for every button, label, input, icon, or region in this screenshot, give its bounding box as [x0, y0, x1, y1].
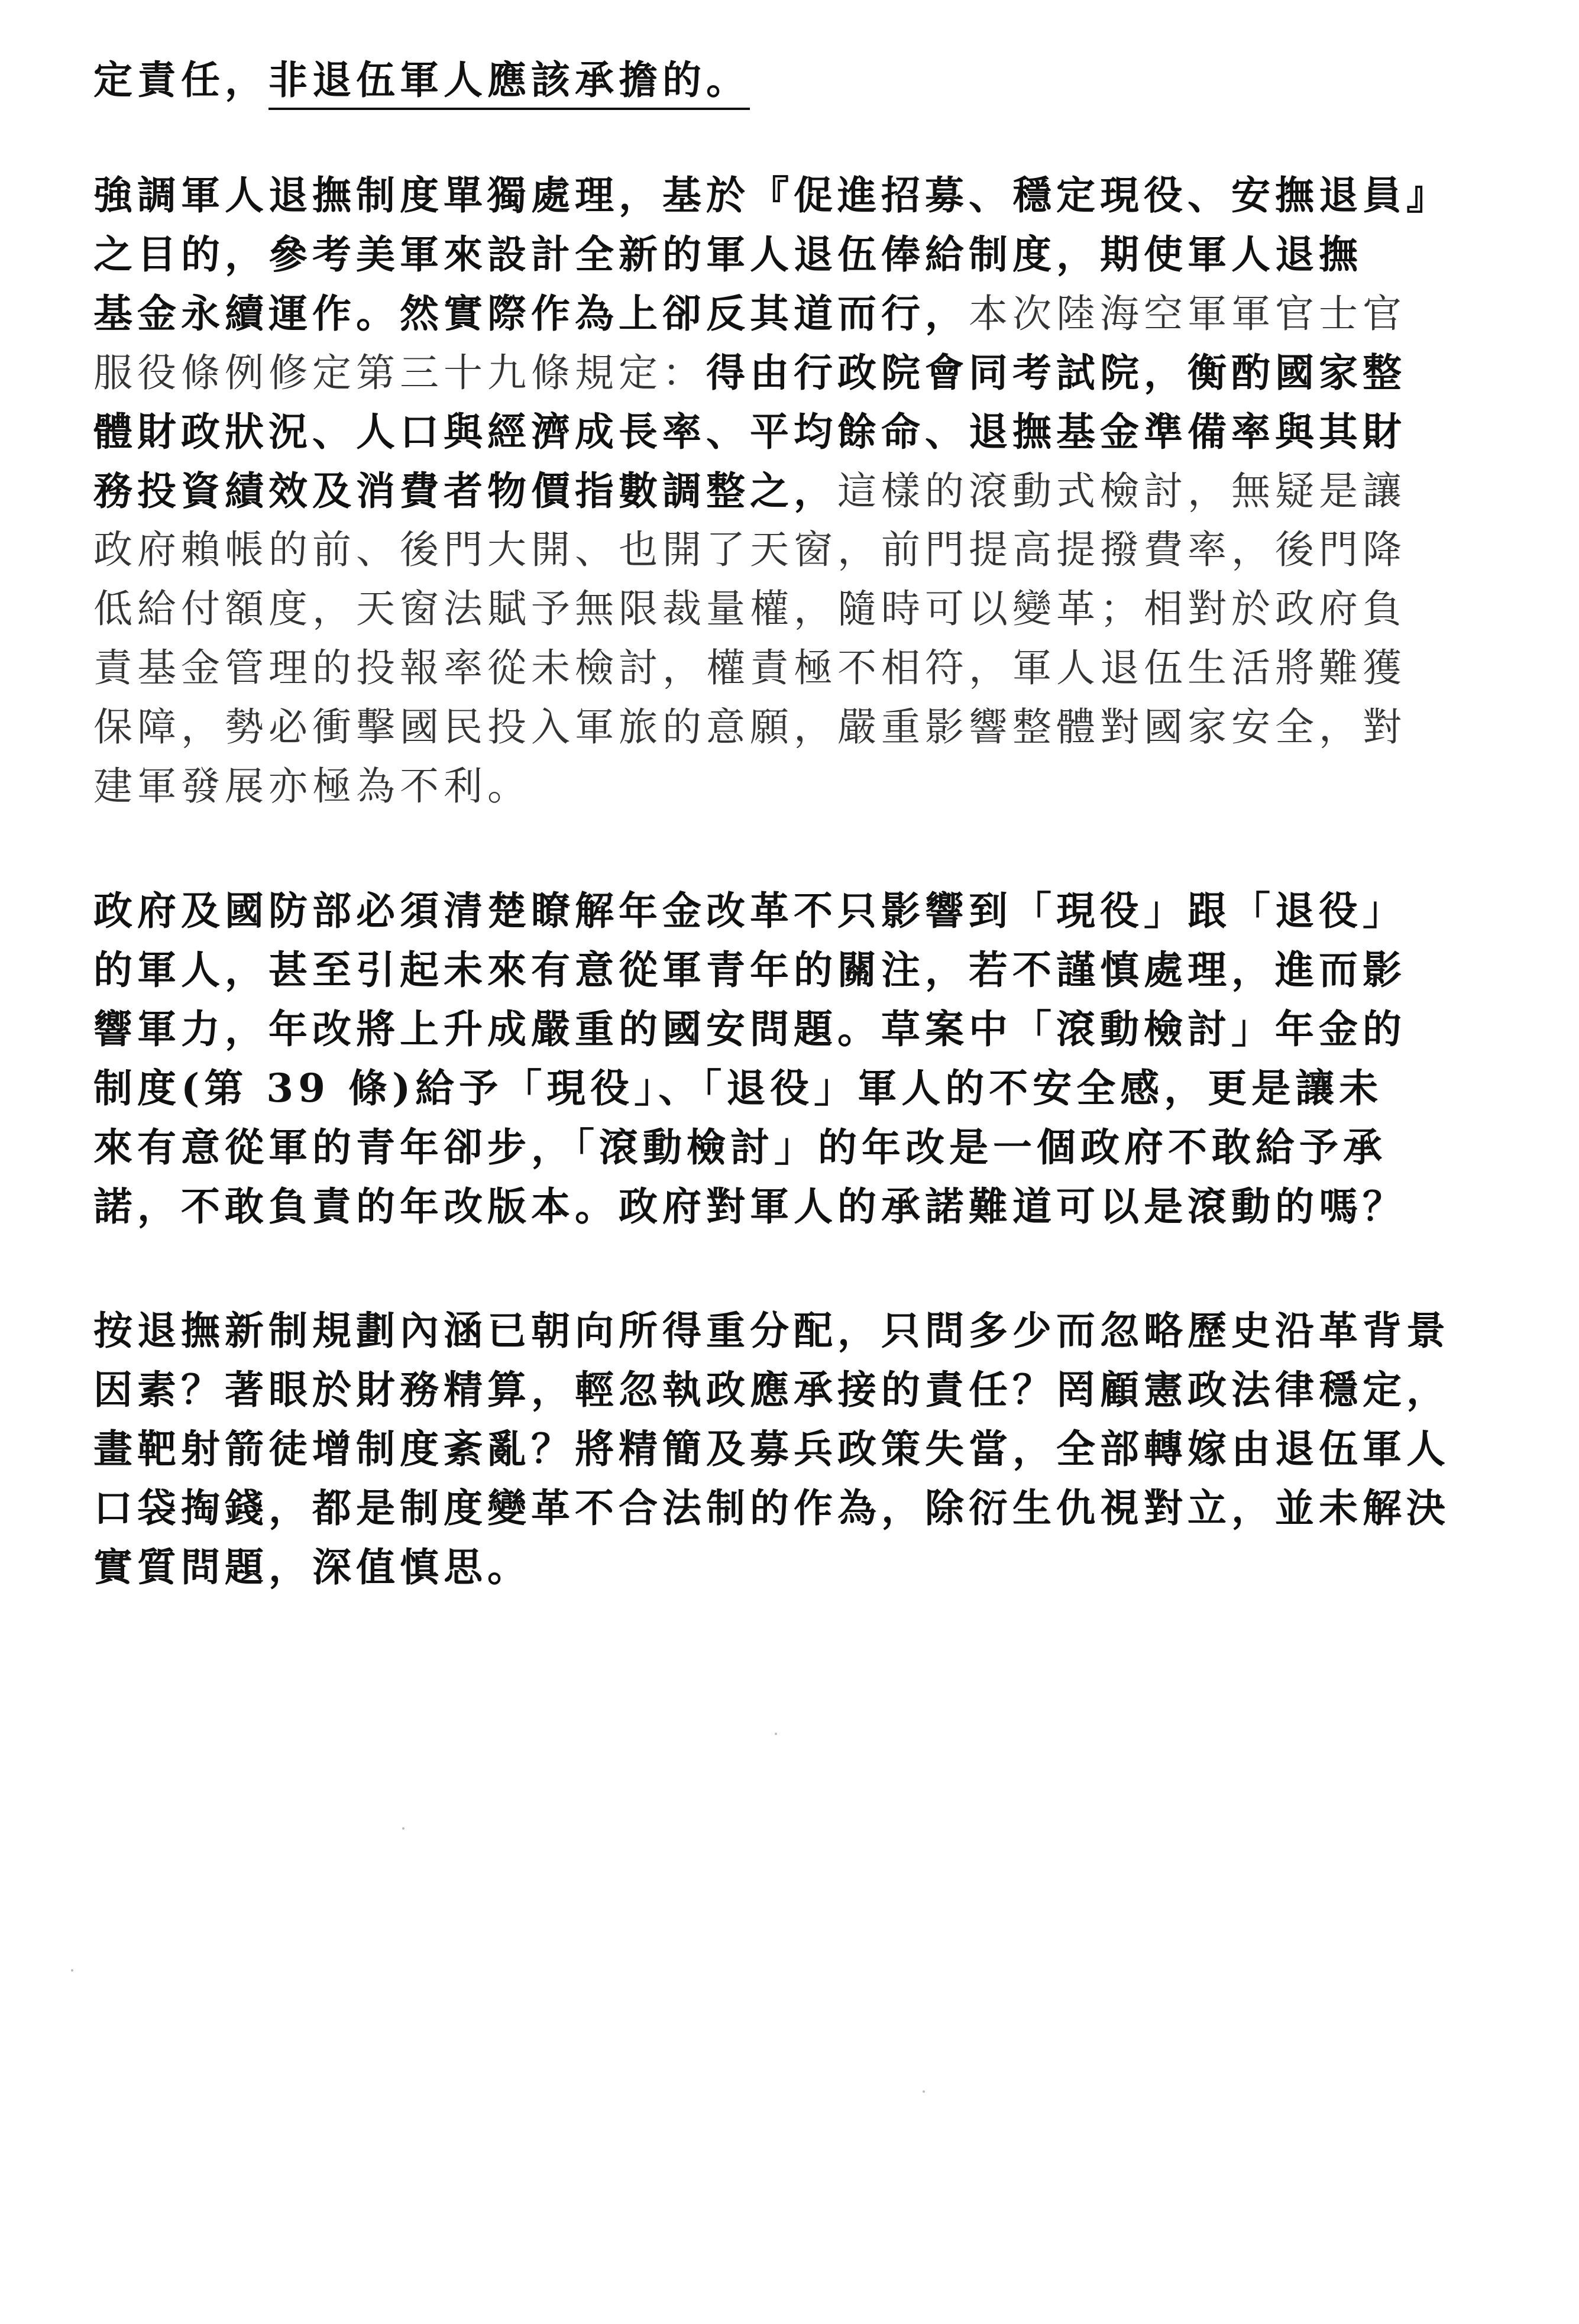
paragraph-3-line: 按退撫新制規劃內涵已朝向所得重分配，只問多少而忽略歷史沿革背景	[93, 1307, 1450, 1354]
paragraph-1-line: 政府賴帳的前、後門大開、也開了天窗，前門提高提撥費率，後門降	[93, 527, 1406, 572]
paragraph-1-line: 保障，勢必衝擊國民投入軍旅的意願，嚴重影響整體對國家安全，對	[93, 704, 1406, 750]
paragraph-2-line: 政府及國防部必須清楚瞭解年金改革不只影響到「現役」跟「退役」	[93, 888, 1406, 934]
paragraph-2-line: 響軍力，年改將上升成嚴重的國安問題。草案中「滾動檢討」年金的	[93, 1006, 1406, 1052]
paragraph-3-line: 實質問題，深值慎思。	[93, 1544, 531, 1590]
top-line-prefix: 定責任，	[93, 57, 268, 103]
paragraph-1-segment: 這樣的滾動式檢討，無疑是讓	[837, 468, 1406, 514]
paragraph-2-line: 的軍人，甚至引起未來有意從軍青年的關注，若不謹慎處理，進而影	[93, 947, 1406, 993]
paragraph-1-line: 建軍發展亦極為不利。	[93, 763, 531, 809]
paragraph-3-line: 口袋掏錢，都是制度變革不合法制的作為，除衍生仇視對立，並未解決	[93, 1485, 1450, 1531]
paragraph-1-segment: 得由行政院會同考試院，衡酌國家整	[706, 349, 1406, 396]
paragraph-1-segment: 基金永續運作。然實際作為上卻反其道而行，	[93, 290, 969, 336]
top-line	[93, 56, 750, 103]
top-line-underlined: 非退伍軍人應該承擔的。	[268, 57, 750, 110]
paragraph-3-line: 因素？著眼於財務精算，輕忽執政應承接的責任？罔顧憲政法律穩定，	[93, 1367, 1450, 1413]
paragraph-1-segment: 本次陸海空軍軍官士官	[969, 291, 1406, 336]
paragraph-1-line	[93, 290, 1406, 338]
paragraph-2-line: 來有意從軍的青年卻步，「滾動檢討」的年改是一個政府不敢給予承	[93, 1124, 1387, 1170]
paragraph-2-line: 諾，不敢負責的年改版本。政府對軍人的承諾難道可以是滾動的嗎？	[93, 1183, 1406, 1229]
paragraph-1-line: 之目的，參考美軍來設計全新的軍人退伍俸給制度，期使軍人退撫	[93, 231, 1363, 277]
paragraph-1-line: 強調軍人退撫制度單獨處理，基於『促進招募、穩定現役、安撫退員』	[93, 172, 1450, 218]
paragraph-1-line	[93, 349, 1406, 397]
paragraph-1-line: 責基金管理的投報率從未檢討，權責極不相符，軍人退伍生活將難獲	[93, 645, 1406, 691]
scan-speck	[71, 1969, 73, 1972]
paragraph-1-segment: 務投資績效及消費者物價指數調整之，	[93, 468, 837, 514]
paragraph-1-line: 低給付額度，天窗法賦予無限裁量權，隨時可以變革；相對於政府負	[93, 586, 1406, 632]
paragraph-3-line: 畫靶射箭徒增制度紊亂？將精簡及募兵政策失當，全部轉嫁由退伍軍人	[93, 1426, 1450, 1472]
scan-speck	[402, 1827, 405, 1830]
paragraph-1-segment: 服役條例修定第三十九條規定：	[93, 350, 706, 396]
scan-speck	[923, 2090, 925, 2093]
paragraph-2-line: 制度(第 39 條)給予「現役」、「退役」軍人的不安全感，更是讓未	[93, 1065, 1383, 1111]
scan-speck	[775, 1733, 777, 1735]
paragraph-1-line	[93, 467, 1406, 515]
paragraph-1-line: 體財政狀況、人口與經濟成長率、平均餘命、退撫基金準備率與其財	[93, 409, 1406, 455]
